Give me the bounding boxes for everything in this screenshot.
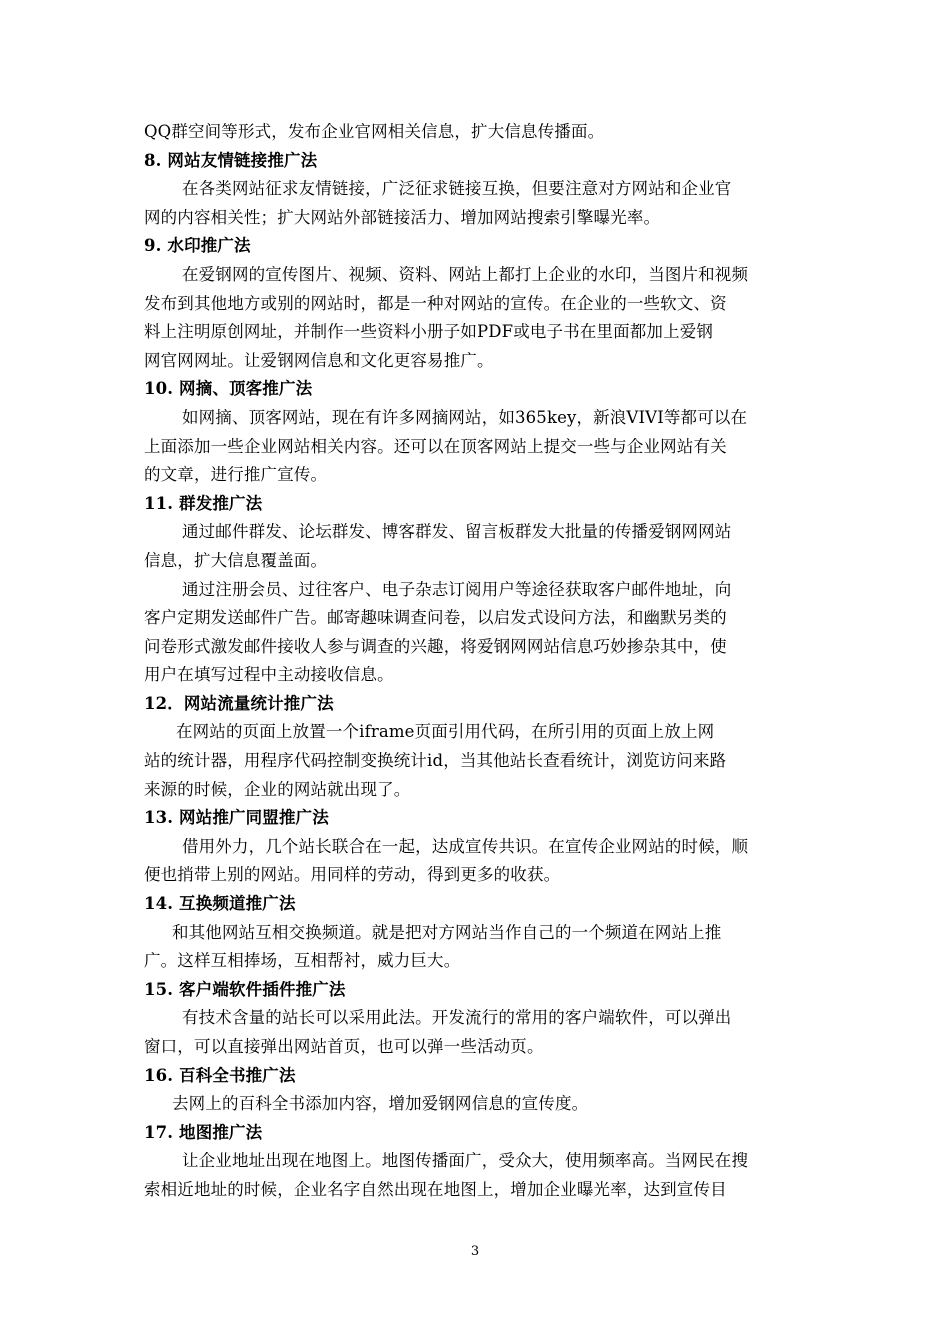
paragraph-line: 广。这样互相捧场，互相帮衬，威力巨大。 bbox=[144, 951, 461, 971]
paragraph-line: 客户定期发送邮件广告。邮寄趣味调查问卷，以启发式设问方法，和幽默另类的 bbox=[144, 608, 727, 628]
paragraph-line: 窗口，可以直接弹出网站首页，也可以弹一些活动页。 bbox=[144, 1037, 544, 1056]
paragraph-line: 网的内容相关性；扩大网站外部链接活力、增加网站搜索引擎曝光率。 bbox=[144, 207, 661, 227]
section-heading: 11. 群发推广法 bbox=[144, 493, 263, 513]
paragraph-line: 问卷形式激发邮件接收人参与调查的兴趣，将爱钢网网站信息巧妙掺杂其中，使 bbox=[144, 636, 727, 656]
paragraph-line: 如网摘、顶客网站，现在有许多网摘网站，如365key，新浪VIVI等都可以在 bbox=[182, 407, 748, 427]
paragraph-line: 来源的时候，企业的网站就出现了。 bbox=[144, 779, 411, 799]
section-heading: 17. 地图推广法 bbox=[144, 1122, 263, 1142]
section-heading: 16. 百科全书推广法 bbox=[144, 1065, 296, 1085]
paragraph-line: 在爱钢网的宣传图片、视频、资料、网站上都打上企业的水印，当图片和视频 bbox=[182, 264, 749, 284]
paragraph-line: 便也捎带上别的网站。用同样的劳动，得到更多的收获。 bbox=[144, 865, 561, 885]
paragraph-line: QQ群空间等形式，发布企业官网相关信息，扩大信息传播面。 bbox=[144, 122, 605, 141]
paragraph-line: 借用外力，几个站长联合在一起，达成宣传共识。在宣传企业网站的时候，顺 bbox=[182, 836, 749, 856]
section-heading: 14. 互换频道推广法 bbox=[144, 894, 296, 914]
paragraph-line: 信息，扩大信息覆盖面。 bbox=[144, 550, 328, 570]
paragraph-line: 索相近地址的时候，企业名字自然出现在地图上，增加企业曝光率，达到宣传目 bbox=[144, 1179, 727, 1199]
section-heading: 9. 水印推广法 bbox=[144, 236, 251, 256]
paragraph-line: 站的统计器，用程序代码控制变换统计id，当其他站长查看统计，浏览访问来路 bbox=[144, 751, 727, 771]
paragraph-line: 网官网网址。让爱钢网信息和文化更容易推广。 bbox=[144, 350, 494, 370]
paragraph-line: 料上注明原创网址，并制作一些资料小册子如PDF或电子书在里面都加上爱钢 bbox=[144, 322, 714, 342]
section-heading: 13. 网站推广同盟推广法 bbox=[144, 808, 329, 828]
paragraph-line: 去网上的百科全书添加内容，增加爱钢网信息的宣传度。 bbox=[172, 1094, 589, 1114]
section-heading: 8. 网站友情链接推广法 bbox=[144, 150, 318, 170]
paragraph-line: 的文章，进行推广宣传。 bbox=[144, 465, 328, 485]
paragraph-line: 上面添加一些企业网站相关内容。还可以在顶客网站上提交一些与企业网站有关 bbox=[144, 436, 727, 456]
paragraph-line: 让企业地址出现在地图上。地图传播面广，受众大，使用频率高。当网民在搜 bbox=[182, 1151, 749, 1171]
section-heading: 10. 网摘、顶客推广法 bbox=[144, 379, 313, 399]
paragraph-line: 用户在填写过程中主动接收信息。 bbox=[144, 665, 394, 685]
paragraph-line: 在各类网站征求友情链接，广泛征求链接互换，但要注意对方网站和企业官 bbox=[182, 179, 732, 199]
section-heading: 12．网站流量统计推广法 bbox=[144, 693, 334, 713]
paragraph-line: 在网站的页面上放置一个iframe页面引用代码，在所引用的页面上放上网 bbox=[176, 722, 715, 742]
paragraph-line: 通过邮件群发、论坛群发、博客群发、留言板群发大批量的传播爱钢网网站 bbox=[182, 522, 732, 542]
section-heading: 15. 客户端软件插件推广法 bbox=[144, 979, 346, 999]
paragraph-line: 发布到其他地方或别的网站时，都是一种对网站的宣传。在企业的一些软文、资 bbox=[144, 293, 727, 313]
document-body bbox=[144, 118, 810, 1205]
page-number: 3 bbox=[470, 1244, 480, 1259]
paragraph-line: 通过注册会员、过往客户、电子杂志订阅用户等途径获取客户邮件地址，向 bbox=[182, 579, 732, 599]
paragraph-line: 和其他网站互相交换频道。就是把对方网站当作自己的一个频道在网站上推 bbox=[172, 922, 722, 942]
paragraph-line: 有技术含量的站长可以采用此法。开发流行的常用的客户端软件，可以弹出 bbox=[182, 1008, 732, 1028]
